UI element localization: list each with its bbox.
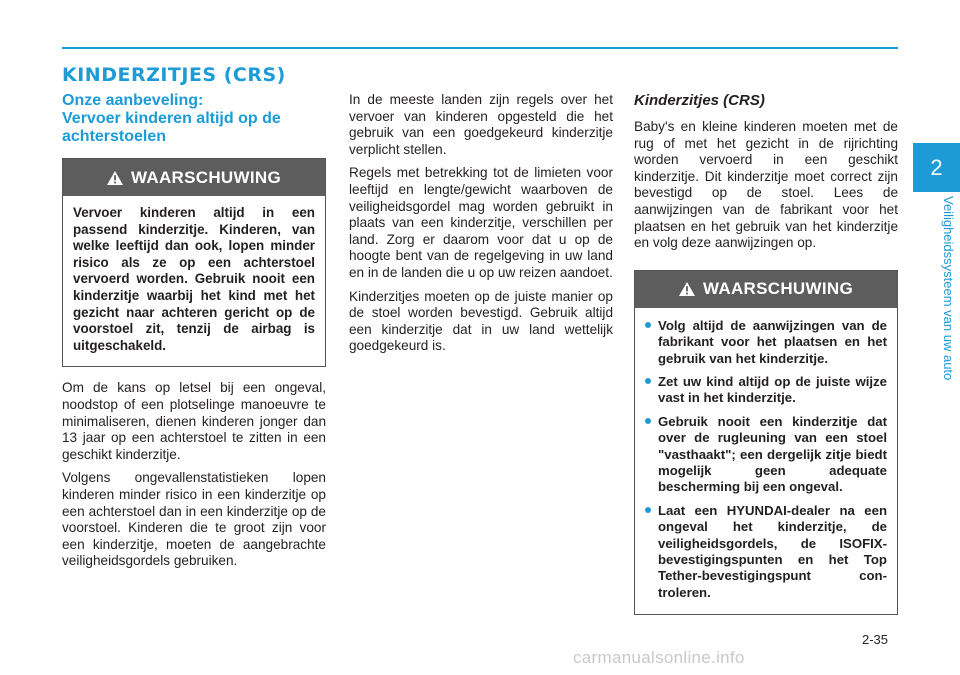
warning-list-item <box>645 374 887 407</box>
warning-list-item <box>645 414 887 496</box>
bullet-dot-icon <box>645 418 651 424</box>
column-right <box>634 92 898 628</box>
warning-list-item-text: Gebruik nooit een kinderzitje dat over de rugleuning van een stoel "vasthaakt"; een dergelijk zitje biedt mogelijk geen adequate bescherming bij een ongeval. <box>658 413 887 495</box>
recommendation-heading-line1: Onze aanbeveling: <box>62 92 204 109</box>
body-paragraph: Om de kans op letsel bij een ongeval, noodstop of een plotselinge manoeuvre te minimaliseren, dienen kinderen jonger dan 13 jaar op een achterstoel te zitten in een geschikt kinderzitje. <box>62 380 326 462</box>
warning-label: WAARSCHUWING <box>131 167 281 187</box>
chapter-label: Veiligheidssysteem van uw auto <box>941 196 956 381</box>
warning-text: Vervoer kinderen altijd in een passend kinderzitje. Kinderen, van welke leeftijd dan ook, lopen minder risico als ze op een achterstoel vervoerd worden. Gebruik nooit een kinderzitje waarbij het kind met het gezicht naar achteren gericht op de voorstoel zit, tenzij de airbag is uitgeschakeld. <box>73 205 315 353</box>
bullet-dot-icon <box>645 507 651 513</box>
warning-list <box>645 318 887 602</box>
bullet-dot-icon <box>645 378 651 384</box>
page-number: 2-35 <box>862 632 889 647</box>
warning-header <box>63 159 325 196</box>
warning-body <box>63 196 325 366</box>
column-middle <box>349 92 613 362</box>
warning-list-item-text: Laat een HYUNDAI-dealer na een ongeval het kinderzitje, de veiligheidsgordels, de ISOFIX-bevestigingspunten en het Top Tether-bevestigingspunt con-troleren. <box>658 502 887 600</box>
crs-heading: Kinderzitjes (CRS) <box>634 92 765 109</box>
warning-list-item-text: Volg altijd de aanwijzingen van de fabrikant voor het plaatsen en het gebruik van het kinderzitje. <box>658 317 887 366</box>
watermark: carmanualsonline.info <box>573 648 745 667</box>
warning-box-right <box>634 270 898 616</box>
warning-list-item <box>645 503 887 601</box>
bullet-dot-icon <box>645 322 651 328</box>
warning-box-left <box>62 158 326 367</box>
body-paragraph: Kinderzitjes moeten op de juiste manier op de stoel worden bevestigd. Gebruik altijd een kinderzitje dat in uw land wettelijk goedgekeurd is. <box>349 288 613 354</box>
body-paragraph: Baby's en kleine kinderen moeten met de rug of met het gezicht in de rijrichting worden vervoerd in een geschikt kinderzitje. Dit kinderzitje moet correct zijn bevestigd op de stoel. Lees de aanwijzingen van de fabrikant voor het plaatsen en het gebruik van het kinderzitje en volg deze aanwijzingen op. <box>634 119 898 251</box>
body-paragraph: Regels met betrekking tot de limieten voor leeftijd en lengte/gewicht waarboven de veiligheidsgordel mag worden gebruikt in plaats van een kinderzitje, verschillen per land. Zorg er daarom voor dat u op de hoogte bent van de regelgeving in uw land en in de landen die u op uw reizen aandoet. <box>349 165 613 280</box>
warning-label: WAARSCHUWING <box>703 279 853 299</box>
warning-triangle-icon <box>107 171 123 185</box>
chapter-tab: 2 <box>913 143 960 192</box>
top-divider <box>62 47 898 49</box>
recommendation-heading <box>62 92 326 146</box>
body-paragraph: Volgens ongevallenstatistieken lopen kinderen minder risico in een kinderzitje op een achterstoel dan in een kinderzitje op de voorstoel. Kinderen die te groot zijn voor een kinderzitje, moeten de aangebrachte veiligheidsgordels gebruiken. <box>62 470 326 569</box>
warning-list-item-text: Zet uw kind altijd op de juiste wijze vast in het kinderzitje. <box>658 373 887 406</box>
warning-list-item <box>645 318 887 367</box>
warning-triangle-icon <box>679 282 695 296</box>
section-title: KINDERZITJES (CRS) <box>62 64 286 86</box>
body-paragraph: In de meeste landen zijn regels over het vervoer van kinderen opgesteld die het gebruik van een goedgekeurd kinderzitje verplicht stellen. <box>349 92 613 157</box>
recommendation-heading-line2: Vervoer kinderen altijd op de achterstoelen <box>62 110 281 145</box>
warning-header <box>635 271 897 308</box>
warning-body <box>635 308 897 615</box>
column-left <box>62 92 326 577</box>
